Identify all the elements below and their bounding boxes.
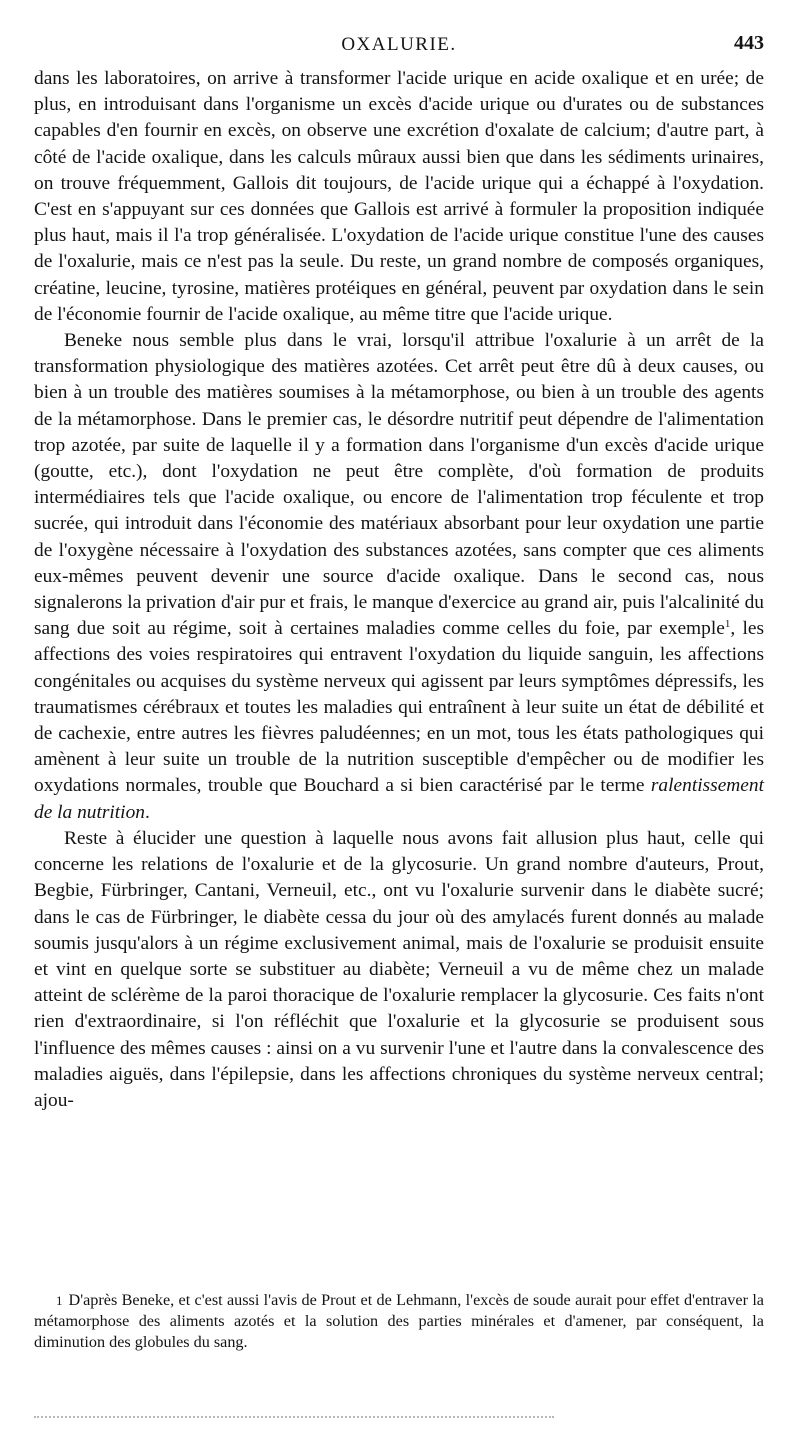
- italic-term: ralentissement de la nutrition: [34, 775, 764, 823]
- scan-artifact-line: [34, 1416, 554, 1420]
- footnote-mark: 1: [56, 1293, 63, 1308]
- paragraph-2-text-a: Beneke nous semble plus dans le vrai, lorsqu'il attribue l'oxalurie à un arrêt de la transformation physiologique des matières azotées. Cet arrêt peut être dû à deux causes, ou bien à un trouble des matières soumises à la métamorphose, ou bien à un trouble des agents de la métamorphose. Dans le premier cas, le désordre nutritif peut dépendre de l'alimentation trop azotée, par suite de laquelle il y a formation dans l'organisme d'un excès d'acide urique (goutte, etc.), dont l'oxydation ne peut être complète, d'où formation de produits intermédiaires tels que l'acide oxalique, ou encore de l'alimentation trop féculente et trop sucrée, qui introduit dans l'économie des matériaux absorbant pour leur oxydation une partie de l'oxygène nécessaire à l'oxydation des substances azotées, sans compter que ces aliments eux-mêmes peuvent devenir une source d'acide oxalique. Dans le second cas, nous signalerons la privation d'air pur et frais, le manque d'exercice au grand air, puis l'alcalinité du sang due soit au régime, soit à certaines maladies comme celles du foie, par exemple: [34, 330, 764, 640]
- running-title: OXALURIE.: [341, 34, 457, 55]
- footnote-reference: 1: [724, 618, 731, 631]
- paragraph-2-text-b: , les affections des voies respiratoires qui entravent l'oxydation du liquide sanguin, les affections congénitales ou acquises du système nerveux qui agissent par leurs symptômes dépressifs, les traumatismes cérébraux et toutes les maladies qui entraînent à leur suite un état de débilité et de cachexie, entre autres les fièvres paludéennes; en un mot, tous les états pathologiques qui amènent à leur suite un trouble de la nutrition susceptible d'empêcher ou de modifier les oxydations normales, trouble que Bouchard a si bien caractérisé par le terme: [34, 618, 764, 797]
- paragraph-1: dans les laboratoires, on arrive à transformer l'acide urique en acide oxalique et en urée; de plus, en introduisant dans l'organisme un excès d'acide urique ou d'urates ou de substances capables d'en fournir en excès, on observe une excrétion d'oxalate de calcium; d'autre part, à côté de l'acide oxalique, dans les calculs mûraux aussi bien que dans les sédiments urinaires, on trouve fréquemment, Gallois dit toujours, de l'acide urique qui a échappé à l'oxydation. C'est en s'appuyant sur ces données que Gallois est arrivé à formuler la proposition indiquée plus haut, mais il l'a trop généralisée. L'oxydation de l'acide urique constitue l'une des causes de l'oxalurie, mais ce n'est pas la seule. Du reste, un grand nombre de composés organiques, créatine, leucine, tyrosine, matières protéiques en général, peuvent par oxydation dans le sein de l'économie fournir de l'acide oxalique, au même titre que l'acide urique.: [34, 68, 764, 325]
- paragraph-3: Reste à élucider une question à laquelle nous avons fait allusion plus haut, celle qui concerne les relations de l'oxalurie et de la glycosurie. Un grand nombre d'auteurs, Prout, Begbie, Fürbringer, Cantani, Verneuil, etc., ont vu l'oxalurie survenir dans le diabète sucré; dans le cas de Fürbringer, le diabète cessa du jour où des amylacés furent donnés au malade soumis jusqu'alors à un régime exclusivement animal, mais de l'oxalurie se produisit ensuite et vint en quelque sorte se substituer au diabète; Verneuil a vu de même chez un malade atteint de sclérème de la paroi thoracique de l'oxalurie remplacer la glycosurie. Ces faits n'ont rien d'extraordinaire, si l'on réfléchit que l'oxalurie et la glycosurie se produisent sous l'influence des mêmes causes : ainsi on a vu survenir l'une et l'autre dans la convalescence des maladies aiguës, dans l'épilepsie, dans les affections chroniques du système nerveux central; ajou-: [34, 827, 764, 1111]
- page-number: 443: [734, 32, 764, 54]
- footnote: [34, 1290, 764, 1353]
- paragraph-2-end: .: [144, 801, 150, 823]
- paragraph-2: [34, 328, 764, 826]
- main-text: [34, 66, 764, 1114]
- running-header: [34, 30, 764, 64]
- footnote-text: D'après Beneke, et c'est aussi l'avis de Prout et de Lehmann, l'excès de soude aurait pour effet d'entraver la métamorphose des aliments azotés et la solution des parties minérales et d'amener, par conséquent, la diminution des globules du sang.: [34, 1291, 764, 1351]
